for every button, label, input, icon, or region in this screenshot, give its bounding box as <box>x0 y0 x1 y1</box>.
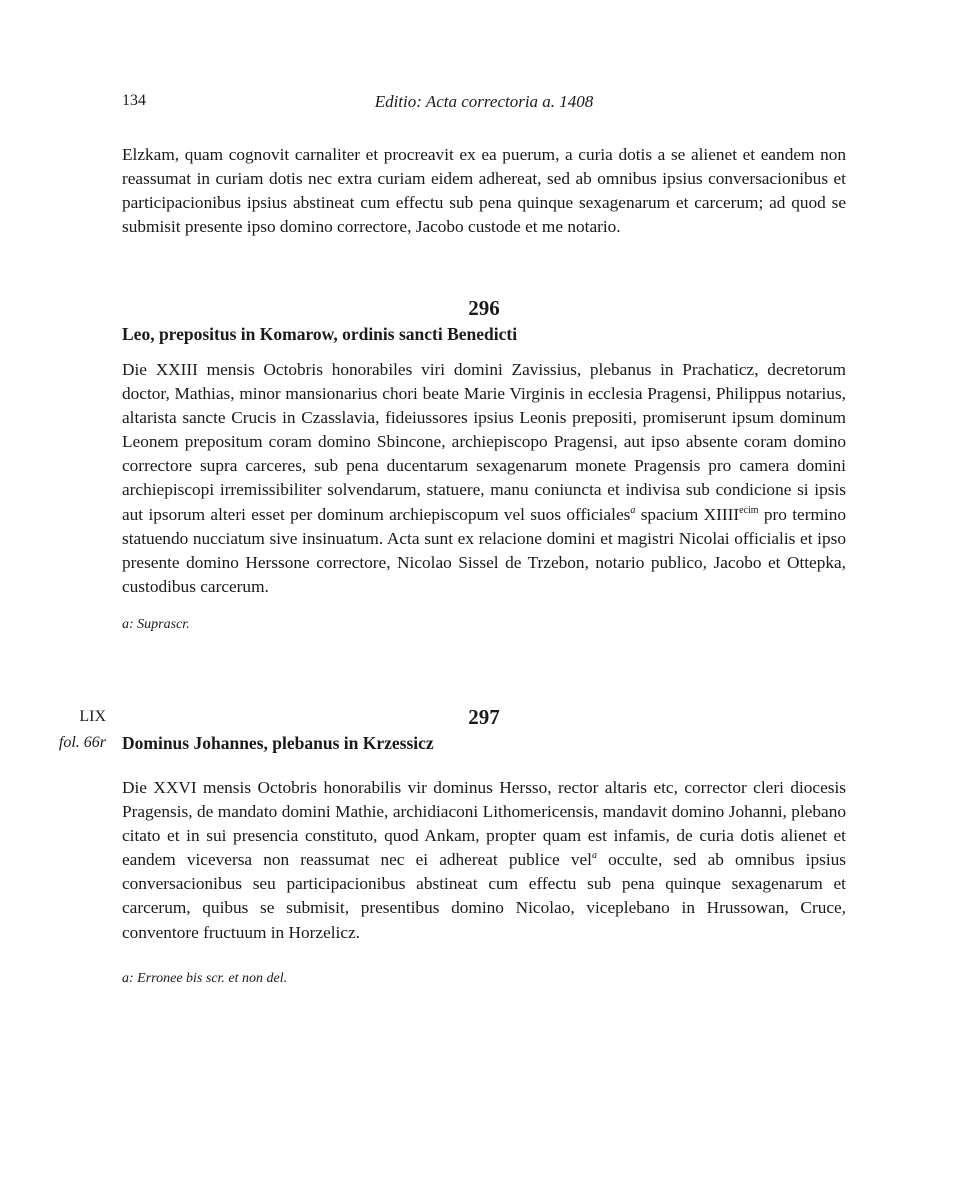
entry-296 <box>122 296 846 635</box>
running-title: Editio: Acta correctoria a. 1408 <box>374 92 594 111</box>
footnote-296 <box>122 615 846 635</box>
note-mark-a: a <box>591 850 597 862</box>
entry-title-297: Dominus Johannes, plebanus in Krzessicz <box>122 733 434 753</box>
running-head <box>122 92 846 116</box>
intro-paragraph-block <box>122 143 846 239</box>
footnote-297 <box>122 969 846 989</box>
intro-paragraph: Elzkam, quam cognovit carnaliter et procreavit ex ea puerum, a curia dotis a se alienet et eandem non reassumat in curiam dotis nec extra curiam eidem adhereat, sed ab omnibus ipsius conversacionibus et participacionibus ipsius abstineat cum effectu sub pena quinque sexagenarum et carcerum; ad quod se submisit presente ipso domino correctore, Jacobo custode et me notario. <box>122 145 846 237</box>
superscript-ecim: ecim <box>739 504 759 516</box>
margin-folio-number: LIX <box>79 708 106 725</box>
page-number: 134 <box>122 92 146 109</box>
footnote-mark: a: <box>122 616 134 632</box>
entry-text-296 <box>122 358 846 599</box>
entry-text-297 <box>122 776 846 945</box>
entry-text-296-part-b: spacium XIIII <box>635 504 740 524</box>
note-mark-a: a <box>630 504 636 516</box>
footnote-mark: a: <box>122 970 134 986</box>
entry-text-296-part-a: Die XXIII mensis Octobris honorabiles viri domini Zavissius, plebanus in Prachaticz, decretorum doctor, Mathias, minor mansionarius chori beate Marie Virginis in ecclesia Pragensi, Philippus notarius, altarista sancte Crucis in Czasslavia, fideiussores ipsius Leonis prepositi, promiserunt ipsum dominum Leonem prepositum coram domino Sbincone, archiepiscopo Pragensi, aut ipso absente coram domino correctore supra carceres, sub pena ducentarum sexagenarum monete Pragensis pro camera domini archiepiscopi irremissibiliter solvendarum, statuere, manu coniuncta et indivisa sub condicione si ipsis aut ipsorum alteri esset per dominum archiepiscopum vel suos officiales <box>122 360 846 524</box>
footnote-text: Suprascr. <box>133 616 190 632</box>
entry-297 <box>122 705 846 989</box>
footnote-text: Erronee bis scr. et non del. <box>133 970 288 986</box>
entry-text-296-part-c: pro termino statuendo nucciatum sive insinuatum. Acta sunt ex relacione domini et magistri Nicolai officialis et ipso presente domino Herssone correctore, Nicolao Sissel de Trzebon, notario publico, Jacobo et Ottepka, custodibus carcerum. <box>122 504 846 596</box>
entry-text-297-part-b: occulte, sed ab omnibus ipsius conversacionibus seu participacionibus abstineat cum effectu sub pena quinque sexagenarum et carcerum, quibus se submisit, presentibus domino Nicolao, viceplebano in Hrussowan, Cruce, conventore fructuum in Horzelicz. <box>122 850 847 942</box>
entry-text-297-part-a: Die XXVI mensis Octobris honorabilis vir dominus Hersso, rector altaris etc, corrector cleri diocesis Pragensis, de mandato domini Mathie, archidiaconi Lithomericensis, mandavit domino Johanni, plebano citato et in sui presencia constituto, quod Ankam, propter quam est infamis, de curia dotis alienet et eandem viceversa non reassumat nec ei adhereat publice vel <box>122 778 846 870</box>
margin-folio-reference: fol. 66r <box>58 734 106 751</box>
entry-number-296: 296 <box>468 296 500 320</box>
entry-number-297: 297 <box>468 705 500 729</box>
entry-title-296: Leo, prepositus in Komarow, ordinis sancti Benedicti <box>122 324 518 344</box>
